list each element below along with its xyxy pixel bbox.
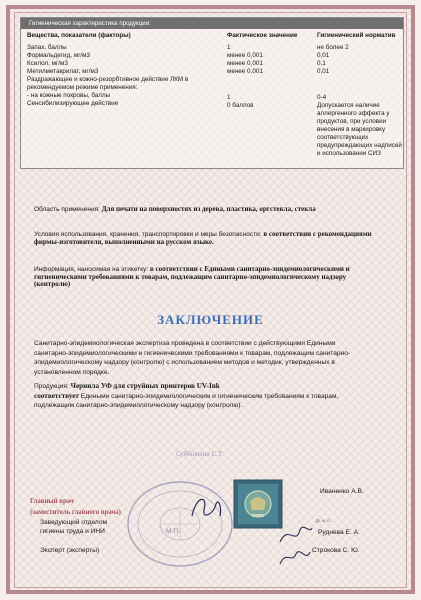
signature-chief-icon bbox=[186, 488, 226, 528]
scope-section bbox=[34, 206, 394, 214]
hygiene-table bbox=[20, 17, 404, 169]
table-row-name: Ксилол, мг/м3 bbox=[27, 60, 68, 67]
label-info-value: гигиеническими требованиями к товарам, подлежащим санитарно-эпидемиологическому надзору bbox=[34, 272, 347, 281]
fio-hint: ф. и. о. bbox=[316, 518, 331, 523]
table-row-norm: не более 2 bbox=[317, 44, 349, 51]
table-row-norm: 0,01 bbox=[317, 68, 330, 75]
chief-title: Главный врач bbox=[30, 498, 74, 505]
sens-note: соответствующих bbox=[317, 134, 369, 141]
sens-note: Допускается наличие bbox=[317, 102, 380, 109]
complies-word: соответствует bbox=[34, 391, 79, 400]
expert-name: Строкова С. Ю. bbox=[312, 547, 360, 554]
sens-note: внесения в маркировку bbox=[317, 126, 386, 133]
label-info-section bbox=[34, 266, 404, 289]
table-row-norm: 0,1 bbox=[317, 60, 326, 67]
table-row-actual: менее 0,001 bbox=[227, 52, 263, 59]
skin-item-label: - на кожные покровы, баллы bbox=[27, 92, 111, 99]
col-name-header: Вещества, показатели (факторы) bbox=[27, 32, 131, 39]
conclusion-line: эпидемиологическому надзору (контролю) с использованием методов и методик, утвержденных в bbox=[34, 359, 335, 367]
chief-name: Иваненко А.В. bbox=[320, 488, 364, 495]
conclusion-title: ЗАКЛЮЧЕНИЕ bbox=[157, 312, 264, 327]
chief-subtitle: (заместитель главного врача) bbox=[30, 509, 121, 516]
stamp-place-label: М.П. bbox=[166, 528, 180, 535]
scope-label: Область применения: bbox=[34, 206, 100, 213]
label-info-value: (контролю) bbox=[34, 280, 71, 288]
head-name: Руднева Е. А. bbox=[318, 529, 360, 536]
conclusion-line: санитарно-эпидемиологическими и гигиеническими требованиями к товарам, подлежащим санитарно- bbox=[34, 349, 351, 357]
conditions-value: фирмы-изготовителя, выполненными на русском языке. bbox=[34, 237, 214, 246]
signature-expert-icon bbox=[276, 546, 316, 570]
col-actual-header: Фактическое значение bbox=[227, 32, 298, 39]
sens-note: аллергенного эффекта у bbox=[317, 110, 390, 117]
table-row-actual: менее 0,001 bbox=[227, 60, 263, 67]
sens-actual: 0 баллов bbox=[227, 102, 254, 109]
scope-value: Для печати на поверхностях из дерева, пластика, оргстекла, стекла bbox=[101, 205, 316, 213]
conclusion-line: Санитарно-эпидемиологическая экспертиза проведена в соответствии с действующими Едиными bbox=[34, 340, 336, 347]
head-subtitle: гигиены труда и ИНИ bbox=[40, 528, 105, 535]
col-norm-header: Гигиенический норматив bbox=[317, 32, 396, 39]
table-row-actual: 1 bbox=[227, 44, 231, 51]
expert-title: Эксперт (эксперты) bbox=[40, 547, 100, 554]
conditions-value: в соответствии с рекомендациями bbox=[263, 230, 372, 238]
complies-text: Едиными санитарно-эпидемиологическим и гигиеническим требованиям к товарам, bbox=[80, 392, 339, 400]
table-row-name: Запах, баллы bbox=[27, 44, 67, 51]
product-value: Чернила УФ для струйных принтеров UV-Ink bbox=[70, 382, 220, 390]
table-row-norm: 0,01 bbox=[317, 52, 330, 59]
skin-norm: 0-4 bbox=[317, 94, 327, 101]
skin-effect-label: Раздражающее и кожно-резорбтивное действие ЛКМ в bbox=[27, 76, 189, 83]
table-row-name: Формальдегид, мг/м3 bbox=[27, 52, 90, 59]
handwritten-name: Субботина С.Т. bbox=[176, 450, 224, 458]
table-row-name: Метилметакрилат, мг/м3 bbox=[27, 68, 99, 75]
label-info-label: Информация, наносимая на этикетку: bbox=[34, 266, 149, 273]
sens-note: и использовании СИЗ bbox=[317, 150, 381, 157]
conclusion-paragraph bbox=[34, 339, 404, 377]
skin-actual: 1 bbox=[227, 94, 231, 101]
conclusion-line: установленном порядке. bbox=[34, 368, 110, 376]
sens-note: продуктов, при условии bbox=[317, 118, 387, 125]
sens-note: предупреждающих надписей bbox=[317, 142, 402, 149]
hygiene-header: Гигиеническая характеристика продукции: bbox=[21, 18, 403, 29]
conditions-section bbox=[34, 231, 404, 246]
label-info-value: в соответствии с Едиными санитарно-эпидемиологическими и bbox=[149, 265, 350, 273]
complies-text-line2: подлежащим санитарно-эпидемиологическому надзору (контролю). bbox=[34, 402, 243, 410]
product-paragraph bbox=[34, 382, 408, 411]
head-title: Заведующий отделом bbox=[40, 519, 108, 526]
conditions-label: Условия использования, хранения, транспортировки и меры безопасности: bbox=[34, 231, 262, 238]
sens-item-label: Сенсибилизирующее действие bbox=[27, 100, 119, 107]
product-label: Продукция: bbox=[34, 383, 69, 390]
skin-effect-label: рекомендуемом режиме применения: bbox=[27, 84, 138, 91]
table-row-actual: менее 0,001 bbox=[227, 68, 263, 75]
